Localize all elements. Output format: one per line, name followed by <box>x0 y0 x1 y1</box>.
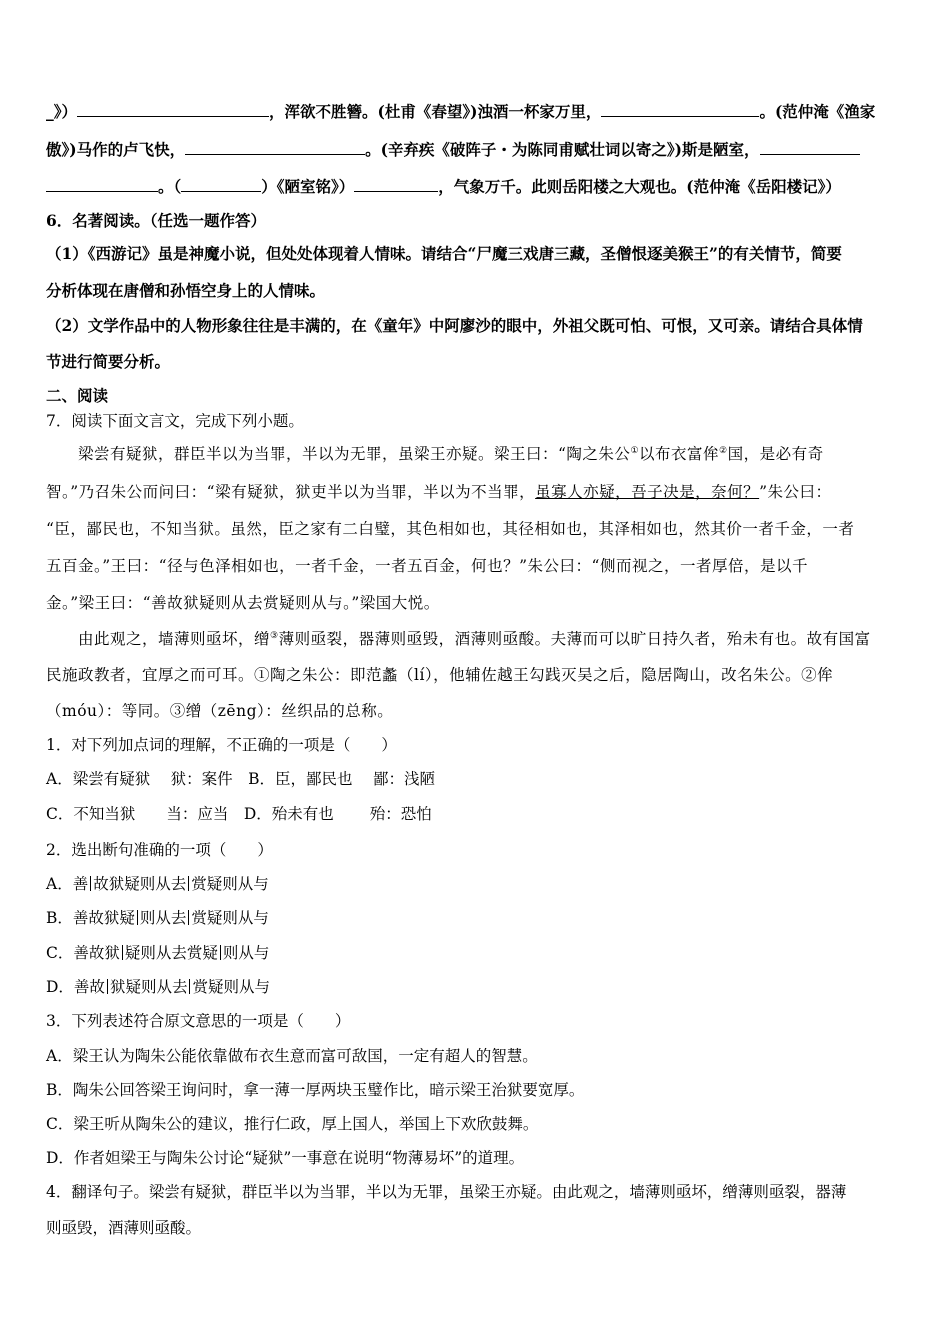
option-segment: A．善 <box>46 875 89 893</box>
subq-3-option-c: C．梁王听从陶朱公的建议，推行仁政，厚上国人，举国上下欢欣鼓舞。 <box>46 1115 539 1133</box>
answer-blank[interactable] <box>601 101 759 117</box>
passage-line-8: （móu）：等同。③缯（zēng）：丝织品的总称。 <box>46 702 394 720</box>
subq-3-option-d: D．作者妲梁王与陶朱公讨论“疑狱”一事意在说明“物薄易坏”的道理。 <box>46 1149 525 1167</box>
passage-line-5: 金。”梁王曰：“善故狱疑则从去赏疑则从与。”梁国大悦。 <box>46 594 440 612</box>
subq-3: 3．下列表述符合原文意思的一项是（ ） <box>46 1012 351 1030</box>
footnote-mark: ① <box>630 445 640 456</box>
option-segment: 则从去 <box>139 909 187 927</box>
passage-line-1 <box>78 443 908 465</box>
passage-line-4: 五百金。”王曰：“径与色泽相如也，一者千金，一者五百金，何也？”朱公曰：“侧而视之，一者厚倍，是以千 <box>46 557 808 575</box>
break-mark <box>90 876 91 891</box>
fill-line-3 <box>46 176 908 198</box>
q7-title: 7．阅读下面文言文，完成下列小题。 <box>46 412 304 430</box>
option-segment: 狱疑则从去 <box>109 978 188 996</box>
passage-line-2 <box>46 481 908 503</box>
subq-3-option-a: A．梁王认为陶朱公能依靠做布衣生意而富可敌国，一定有超人的智慧。 <box>46 1047 538 1065</box>
option-segment: C．善故狱 <box>46 944 120 962</box>
fill-text: 。(辛弃疾《破阵子・为陈同甫赋壮词以寄之》)斯是陋室， <box>365 140 760 159</box>
answer-blank[interactable] <box>760 139 860 155</box>
q6-p2-line2: 节进行简要分析。 <box>46 352 171 371</box>
option-segment: B．善故狱疑 <box>46 909 135 927</box>
fill-line-1 <box>46 101 908 123</box>
passage-text: 以布衣富侔 <box>639 445 720 463</box>
subq-2-option-b <box>46 907 908 929</box>
passage-line-6 <box>78 628 908 650</box>
passage-text: 薄则亟裂，器薄则亟毁，酒薄则亟酸。夫薄而可以旷日持久者，殆未有也。故有国富 <box>278 630 871 648</box>
subq-2-option-c <box>46 942 908 964</box>
passage-text: 国，是必有奇 <box>727 445 824 463</box>
break-mark <box>107 979 108 994</box>
break-mark <box>220 945 221 960</box>
passage-line-3: “臣，鄙民也，不知当狱。虽然，臣之家有二白璧，其色相如也，其径相如也，其泽相如也，然其价一者千金，一者 <box>46 520 855 538</box>
subq-1-options-cd: C．不知当狱 当：应当 D．殆未有也 殆：恐怕 <box>46 805 432 823</box>
break-mark <box>188 910 189 925</box>
q6-title: 6．名著阅读。（任选一题作答） <box>46 211 267 230</box>
q6-p1-line1: （1）《西游记》虽是神魔小说，但处处体现着人情味。请结合“尸魔三戏唐三藏，圣僧恨逐美猴王”的有关情节，简要 <box>46 244 842 263</box>
passage-text: 由此观之，墙薄则亟坏，缯 <box>78 630 271 648</box>
option-segment: D．善故 <box>46 978 105 996</box>
passage-text: 智。”乃召朱公而问曰：“梁有疑狱，狱吏半以为当罪，半以为不当罪， <box>46 483 536 501</box>
option-segment: 赏疑则从与 <box>191 875 269 893</box>
fill-line-2 <box>46 139 908 161</box>
q6-p1-line2: 分析体现在唐僧和孙悟空身上的人情味。 <box>46 281 326 300</box>
break-mark <box>122 945 123 960</box>
option-segment: 则从与 <box>222 944 270 962</box>
subq-2-option-a <box>46 873 908 895</box>
passage-text: 梁尝有疑狱，群臣半以为当罪，半以为无罪，虽梁王亦疑。梁王曰：“陶之朱公 <box>78 445 631 463</box>
passage-line-7: 民施政教者，宜厚之而可耳。①陶之朱公：即范蠡（lí），他辅佐越王勾践灭吴之后，隐居陶山，改名朱公。②侔 <box>46 666 834 684</box>
section-heading: 二、阅读 <box>46 386 109 405</box>
footnote-mark: ② <box>719 445 728 456</box>
passage-text: ”朱公曰： <box>759 483 832 501</box>
subq-1-options-ab: A．梁尝有疑狱 狱：案件 B．臣，鄙民也 鄙：浅陋 <box>46 770 435 788</box>
footnote-mark: ③ <box>270 630 279 641</box>
subq-3-option-b: B．陶朱公回答梁王询问时，拿一薄一厚两块玉璧作比，暗示梁王治狱要宽厚。 <box>46 1081 585 1099</box>
answer-blank[interactable] <box>77 101 269 117</box>
option-segment: 故狱疑则从去 <box>93 875 187 893</box>
subq-1: 1．对下列加点词的理解，不正确的一项是（ ） <box>46 736 397 754</box>
fill-text: 傲》)马作的卢飞快， <box>46 140 186 159</box>
answer-blank[interactable] <box>354 176 438 192</box>
fill-text: ，浑欲不胜簪。(杜甫《春望》)浊酒一杯家万里， <box>269 102 602 121</box>
option-segment: 赏疑则从与 <box>191 909 269 927</box>
option-segment: 疑则从去赏疑 <box>124 944 218 962</box>
break-mark <box>188 876 189 891</box>
answer-blank[interactable] <box>185 139 365 155</box>
option-segment: 赏疑则从与 <box>192 978 270 996</box>
fill-text: 。（ <box>158 177 182 196</box>
fill-text: _》） <box>46 102 78 121</box>
break-mark <box>189 979 190 994</box>
subq-2-option-d <box>46 976 908 998</box>
break-mark <box>137 910 138 925</box>
subq-4-line2: 则亟毁，酒薄则亟酸。 <box>46 1219 202 1237</box>
subq-4-line1: 4．翻译句子。梁尝有疑狱，群臣半以为当罪，半以为无罪，虽梁王亦疑。由此观之，墙薄则亟坏，缯薄则亟裂，器薄 <box>46 1183 847 1201</box>
q6-p2-line1: （2）文学作品中的人物形象往往是丰满的，在《童年》中阿廖沙的眼中，外祖父既可怕、可恨，又可亲。请结合具体情 <box>46 316 863 335</box>
subq-2: 2．选出断句准确的一项（ ） <box>46 841 273 859</box>
fill-text: 。(范仲淹《渔家 <box>759 102 876 121</box>
answer-blank[interactable] <box>181 176 261 192</box>
answer-blank[interactable] <box>46 176 158 192</box>
fill-text: ，气象万千。此则岳阳楼之大观也。(范仲淹《岳阳楼记》） <box>438 177 841 196</box>
underlined-sentence: 虽寡人亦疑，吾子决是，奈何？ <box>535 483 760 501</box>
fill-text: ）《陋室铭》） <box>261 177 355 196</box>
